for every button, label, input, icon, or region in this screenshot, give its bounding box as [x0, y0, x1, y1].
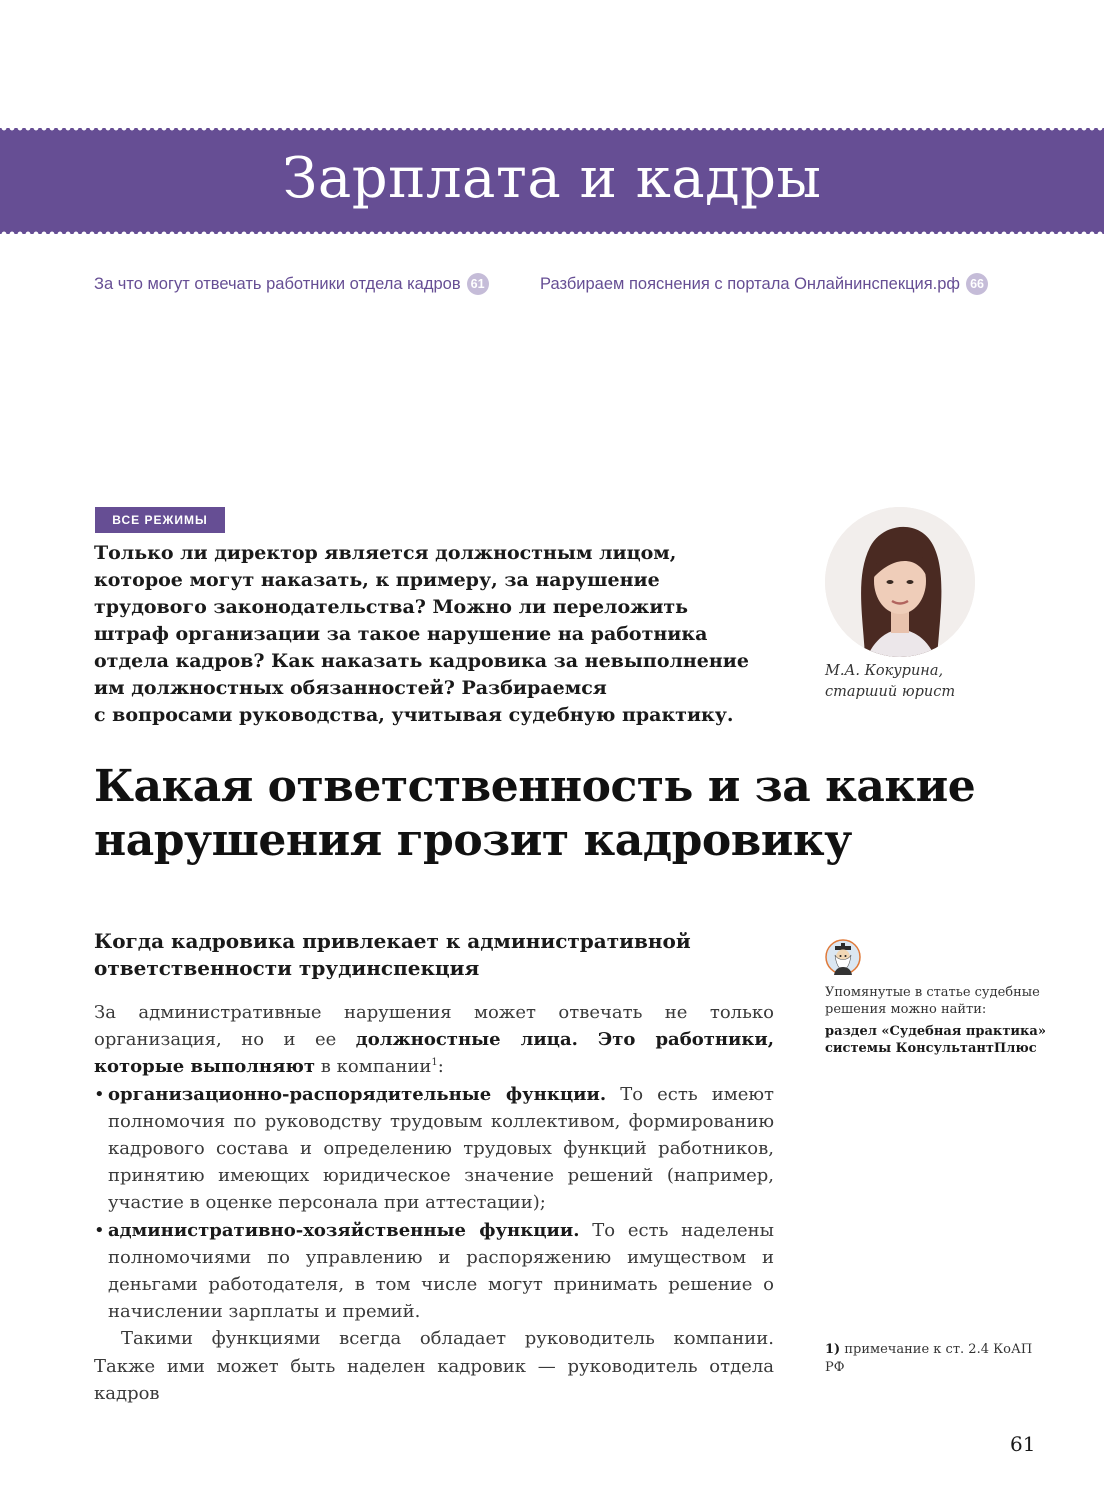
toc-link-label: Разбираем пояснения с портала Онлайнинспекция.рф	[540, 275, 961, 293]
note-source: раздел «Судебная практика» системы КонсультантПлюс	[825, 1024, 1046, 1056]
article-headline: Какая ответственность и за какие нарушения грозит кадровику	[94, 761, 976, 866]
closing-paragraph: Такими функциями всегда обладает руководитель компании. Также ими может быть наделен кадровик — руководитель отдела кадров	[94, 1328, 774, 1404]
intro-paragraph: За административные нарушения может отвечать не только организация, но и ее должностные лица. Это работники, которые выполняют в компании$^1$:	[94, 1002, 774, 1078]
footnote-number: 1)	[825, 1342, 841, 1357]
note-text: Упомянутые в статье судебные решения можно найти:	[825, 985, 1040, 1017]
section-heading: Когда кадровика привлекает к административной ответственности трудинспекция	[94, 929, 691, 980]
functions-list	[94, 1081, 774, 1326]
toc-page-badge: 66	[966, 273, 988, 295]
toc-link-label: За что могут отвечать работники отдела кадров	[94, 275, 461, 293]
tax-regime-tag: ВСЕ РЕЖИМЫ	[95, 507, 225, 533]
judge-icon	[825, 939, 861, 975]
toc-page-badge: 61	[467, 273, 489, 295]
author-name: М.А. Кокурина,	[825, 663, 944, 679]
footnote	[825, 1341, 1055, 1377]
page-number: 61	[1010, 1432, 1036, 1456]
article-lead: Только ли директор является должностным лицом, которое могут наказать, к примеру, за нарушение трудового законодательства? Можно ли переложить штраф организации за такое нарушение на работника отдела кадров? Как наказать кадровика за невыполнение им должностных обязанностей? Разбираемся с вопросами руководства, учитывая судебную практику.	[94, 542, 749, 726]
footnote-text: примечание к ст. 2.4 КоАП РФ	[825, 1342, 1033, 1375]
article-body	[94, 999, 774, 1407]
list-item: • административно-хозяйственные функции. То есть наделены полномочиями по управлению и распоряжению имуществом и деньгами работодателя, в том числе могут принимать решение о начислении зарплаты и премий.	[94, 1217, 774, 1326]
author-caption	[825, 661, 955, 703]
list-item: • организационно-распорядительные функции. То есть имеют полномочия по руководству трудовым коллективом, формированию кадрового состава и определению трудовых функций работников, принятию имеющих юридическое значение решений (например, участие в оценке персонала при аттестации);	[94, 1081, 774, 1217]
toc-link-1[interactable]	[94, 273, 489, 295]
section-banner	[0, 128, 1104, 234]
court-practice-note	[825, 984, 1055, 1057]
author-position: старший юрист	[825, 684, 956, 700]
toc-link-2[interactable]	[540, 273, 988, 295]
section-title: Зарплата и кадры	[282, 146, 822, 211]
author-photo	[825, 507, 975, 657]
